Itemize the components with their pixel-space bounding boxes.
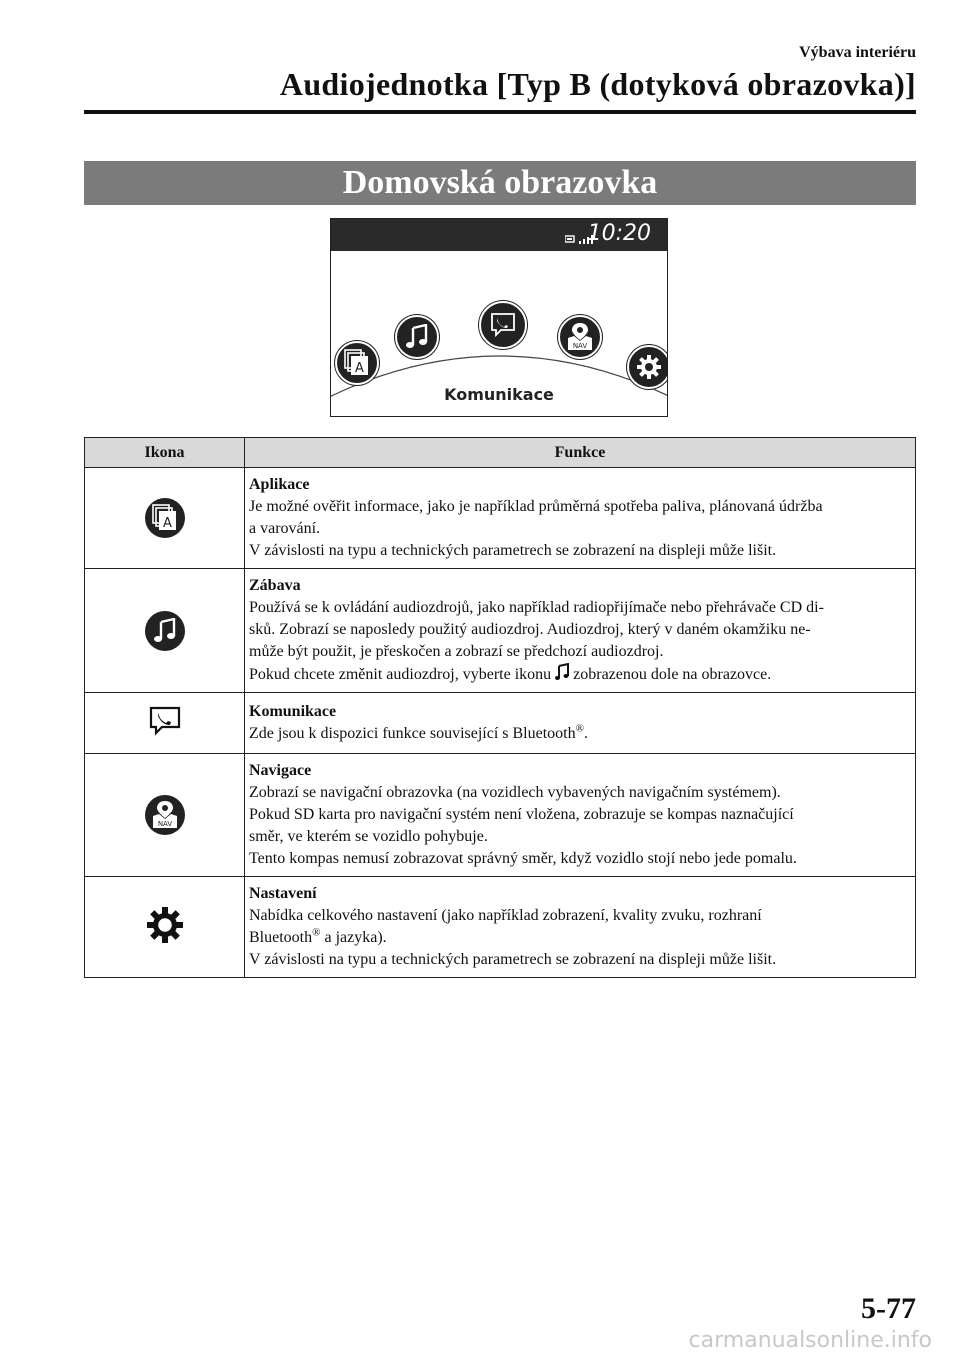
gear-icon[interactable] bbox=[627, 345, 668, 389]
function-text: a varování. bbox=[249, 520, 321, 537]
home-screen-illustration bbox=[330, 218, 668, 417]
function-text: Pokud chcete změnit audiozdroj, vyberte ikonu bbox=[249, 666, 552, 683]
function-name: Aplikace bbox=[249, 476, 310, 493]
table-row bbox=[85, 468, 916, 569]
selected-function-label: Komunikace bbox=[444, 385, 554, 404]
phone-message-icon bbox=[148, 706, 182, 736]
column-header-function: Funkce bbox=[245, 438, 916, 468]
svg-text:A: A bbox=[355, 361, 364, 376]
function-text: Bluetooth bbox=[249, 929, 313, 946]
function-text: Používá se k ovládání audiozdrojů, jako například radiopřijímače nebo přehrávače CD di- bbox=[249, 599, 824, 616]
header-divider bbox=[84, 110, 916, 114]
page-number: 5-77 bbox=[861, 1292, 916, 1325]
table-row bbox=[85, 754, 916, 877]
function-name: Zábava bbox=[249, 577, 301, 594]
function-text: může být použit, je přeskočen a zobrazí se předchozí audiozdroj. bbox=[249, 643, 664, 660]
music-note-icon bbox=[555, 663, 569, 681]
apps-icon bbox=[145, 498, 185, 538]
nav-pin-icon[interactable] bbox=[558, 315, 602, 359]
function-text: Pokud SD karta pro navigační systém není vložena, zobrazuje se kompas naznačující bbox=[249, 806, 794, 823]
music-note-icon[interactable] bbox=[395, 315, 439, 359]
function-text: Nabídka celkového nastavení (jako například zobrazení, kvality zvuku, rozhraní bbox=[249, 907, 762, 924]
function-text: zobrazenou dole na obrazovce. bbox=[573, 666, 772, 683]
column-header-icon: Ikona bbox=[85, 438, 245, 468]
section-title: Domovská obrazovka bbox=[84, 161, 916, 205]
function-text: . bbox=[583, 725, 588, 742]
function-text: V závislosti na typu a technických parametrech se zobrazení na displeji může lišit. bbox=[249, 542, 777, 559]
function-text: Tento kompas nemusí zobrazovat správný směr, když vozidlo stojí nebo jede pomalu. bbox=[249, 850, 797, 867]
watermark: carmanualsonline.info bbox=[688, 1328, 932, 1353]
clock: 10:20 bbox=[587, 221, 651, 246]
function-text: V závislosti na typu a technických parametrech se zobrazení na displeji může lišit. bbox=[249, 951, 777, 968]
phone-message-icon[interactable] bbox=[479, 301, 527, 349]
apps-icon[interactable] bbox=[335, 341, 379, 385]
function-text: Zobrazí se navigační obrazovka (na vozidlech vybavených navigačním systémem). bbox=[249, 784, 781, 801]
function-table bbox=[84, 437, 916, 978]
registered-mark: ® bbox=[312, 926, 321, 939]
registered-mark: ® bbox=[575, 722, 584, 735]
svg-text:NAV: NAV bbox=[157, 820, 172, 828]
gear-icon bbox=[147, 907, 183, 943]
function-text: Je možné ověřit informace, jako je například průměrná spotřeba paliva, plánovaná údržba bbox=[249, 498, 823, 515]
svg-text:NAV: NAV bbox=[572, 342, 588, 350]
table-row bbox=[85, 877, 916, 978]
header-section: Výbava interiéru bbox=[799, 44, 916, 61]
function-name: Komunikace bbox=[249, 703, 337, 720]
table-row bbox=[85, 569, 916, 693]
status-bar bbox=[331, 219, 667, 251]
function-text: Zde jsou k dispozici funkce související s Bluetooth bbox=[249, 725, 576, 742]
function-text: směr, ve kterém se vozidlo pohybuje. bbox=[249, 828, 488, 845]
music-note-icon bbox=[145, 611, 185, 651]
page-title: Audiojednotka [Typ B (dotyková obrazovka)] bbox=[279, 66, 916, 102]
function-name: Navigace bbox=[249, 762, 312, 779]
nav-pin-icon bbox=[145, 795, 185, 835]
function-text: sků. Zobrazí se naposledy použitý audiozdroj. Audiozdroj, který v daném okamžiku ne- bbox=[249, 621, 811, 638]
svg-text:A: A bbox=[162, 516, 172, 531]
function-text: a jazyka). bbox=[320, 929, 387, 946]
function-name: Nastavení bbox=[249, 885, 317, 902]
table-row bbox=[85, 693, 916, 754]
